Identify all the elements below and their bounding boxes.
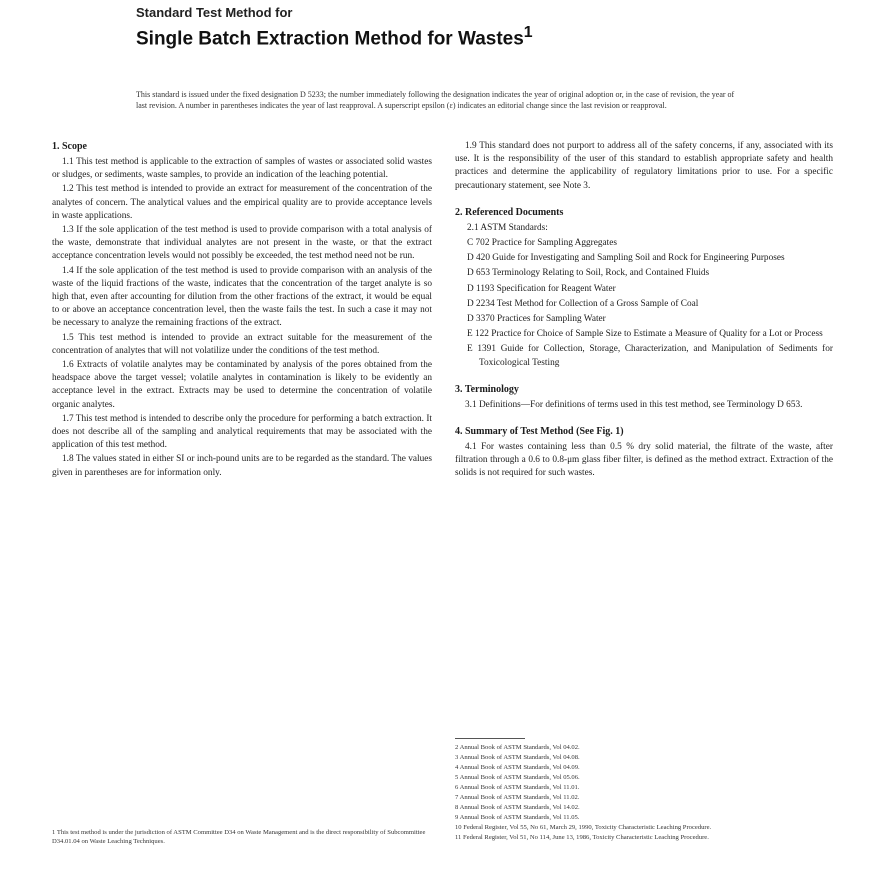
reference-item: D 420 Guide for Investigating and Sampling Soil and Rock for Engineering Purposes — [467, 253, 785, 264]
reference-item: D 2234 Test Method for Collection of a Gross Sample of Coal — [467, 298, 699, 309]
reference-item: 2.1 ASTM Standards: — [467, 222, 548, 233]
reference-item: D 653 Terminology Relating to Soil, Rock, and Contained Fluids — [467, 268, 710, 279]
footnote-divider — [455, 738, 525, 739]
document-title — [136, 21, 756, 51]
section-scope-continued — [455, 140, 833, 193]
referenced-documents-list — [455, 222, 833, 370]
title-footnote-mark: 1 — [523, 24, 533, 41]
left-footnotes — [52, 828, 432, 847]
section-heading-terminology: 3. Terminology — [455, 383, 519, 395]
standard-notice: This standard is issued under the fixed designation D 5233; the number immediately following the designation indicates the year of original adoption or, in the case of revision, the year of last revision. A number in parentheses indicates the year of last reapproval. A superscript epsilon (ε) indicates an editorial change since the last revision or reapproval. — [136, 90, 735, 111]
section-heading-referenced-documents: 2. Referenced Documents — [455, 206, 564, 218]
footnote-9: 9 Annual Book of ASTM Standards, Vol 11.05. — [455, 814, 580, 821]
scope-paragraph-1-8: 1.8 The values stated in either SI or inch-pound units are to be regarded as the standard. The values given in parentheses are for information only. — [52, 454, 432, 478]
footnote-5: 5 Annual Book of ASTM Standards, Vol 05.06. — [455, 774, 580, 781]
reference-item: C 702 Practice for Sampling Aggregates — [467, 238, 618, 249]
reference-item: E 122 Practice for Choice of Sample Size to Estimate a Measure of Quality for a Lot or Process — [467, 329, 823, 340]
section-referenced-documents — [455, 206, 833, 370]
left-column — [52, 140, 432, 493]
section-terminology — [455, 383, 833, 412]
scope-paragraph-1-2: 1.2 This test method is intended to provide an extract for measurement of the concentration of the analytes of concern. The analytical values and the empirical quality are to provide acceptance levels in waste applications. — [52, 184, 432, 221]
scope-paragraph-1-9: 1.9 This standard does not purport to address all of the safety concerns, if any, associated with its use. It is the responsibility of the user of this standard to establish appropriate safety and health practices and determine the applicability of regulatory limitations prior to use. For a specific precautionary statement, see Note 3. — [455, 141, 833, 191]
section-scope — [52, 140, 432, 480]
terminology-paragraph-3-1: 3.1 Definitions—For definitions of terms used in this test method, see Terminology D 653. — [465, 399, 803, 410]
footnote-3: 3 Annual Book of ASTM Standards, Vol 04.08. — [455, 754, 580, 761]
scope-paragraph-1-6: 1.6 Extracts of volatile analytes may be contaminated by analysis of the pores obtained from the headspace above the target vessel; volatile analytes in contamination is likely to be evidently an acceptance level in the extract. Extracts may be used to determine the concentration of volatile organic analytes. — [52, 360, 432, 410]
document-header — [136, 4, 756, 111]
footnote-8: 8 Annual Book of ASTM Standards, Vol 14.02. — [455, 804, 580, 811]
reference-item: D 1193 Specification for Reagent Water — [467, 283, 616, 294]
reference-item: E 1391 Guide for Collection, Storage, Characterization, and Manipulation of Sediments for Toxicological Testing — [467, 344, 833, 368]
footnote-11: 11 Federal Register, Vol 51, No 114, June 13, 1986, Toxicity Characteristic Leaching Procedure. — [455, 834, 709, 841]
footnote-1: 1 This test method is under the jurisdiction of ASTM Committee D34 on Waste Management and is the direct responsibility of Subcommittee D34.01.04 on Waste Leaching Techniques. — [52, 829, 426, 845]
standard-designation: Standard Test Method for — [136, 5, 293, 20]
footnote-2: 2 Annual Book of ASTM Standards, Vol 04.02. — [455, 744, 580, 751]
footnote-6: 6 Annual Book of ASTM Standards, Vol 11.01. — [455, 784, 580, 791]
reference-item: D 3370 Practices for Sampling Water — [467, 314, 606, 325]
footnote-4: 4 Annual Book of ASTM Standards, Vol 04.09. — [455, 764, 580, 771]
footnote-10: 10 Federal Register, Vol 55, No 61, March 29, 1990, Toxicity Characteristic Leaching Procedure. — [455, 824, 712, 831]
footnote-7: 7 Annual Book of ASTM Standards, Vol 11.02. — [455, 794, 580, 801]
scope-paragraph-1-3: 1.3 If the sole application of the test method is used to provide comparison with a total analysis of the waste, demonstrate that individual analytes are not present in the waste, or that the extract acceptance concentration levels would not possibly be exceeded, the test method need not be run. — [52, 225, 432, 262]
scope-paragraph-1-5: 1.5 This test method is intended to provide an extract suitable for the measurement of the concentration of analytes that will not volatilize under the conditions of the test method. — [52, 332, 432, 356]
document-title-text: Single Batch Extraction Method for Wastes — [136, 28, 524, 50]
section-heading-scope: 1. Scope — [52, 141, 87, 152]
scope-paragraph-1-4: 1.4 If the sole application of the test method is used to provide comparison with an analysis of the waste of the liquid fractions of the waste, indicates that the concentration of the target analyte is so high that, even after accounting for dilution from the other fractions of the extract, it would be equal to or above an acceptance concentration level, then the waste fails the test. In such a case it may not be necessary to analyze the remaining fractions of the extract. — [52, 265, 432, 329]
section-summary — [455, 425, 833, 481]
section-heading-summary: 4. Summary of Test Method (See Fig. 1) — [455, 426, 624, 438]
scope-paragraph-1-1: 1.1 This test method is applicable to the extraction of samples of wastes or associated solid wastes or sludges, or sediments, waste samples, to provide an indication of the leaching potential. — [52, 157, 432, 181]
right-column — [455, 140, 833, 494]
right-footnotes — [455, 738, 833, 843]
summary-paragraph-4-1: 4.1 For wastes containing less than 0.5 % dry solid material, the filtrate of the waste, after filtration through a 0.6 to 0.8-μm glass fiber filter, is defined as the method extract. Extraction of the solids is not required for such wastes. — [455, 442, 833, 479]
scope-paragraph-1-7: 1.7 This test method is intended to describe only the procedure for performing a batch extraction. It does not describe all of the sampling and analytical requirements that may be associated with the application of this test method. — [52, 413, 432, 451]
